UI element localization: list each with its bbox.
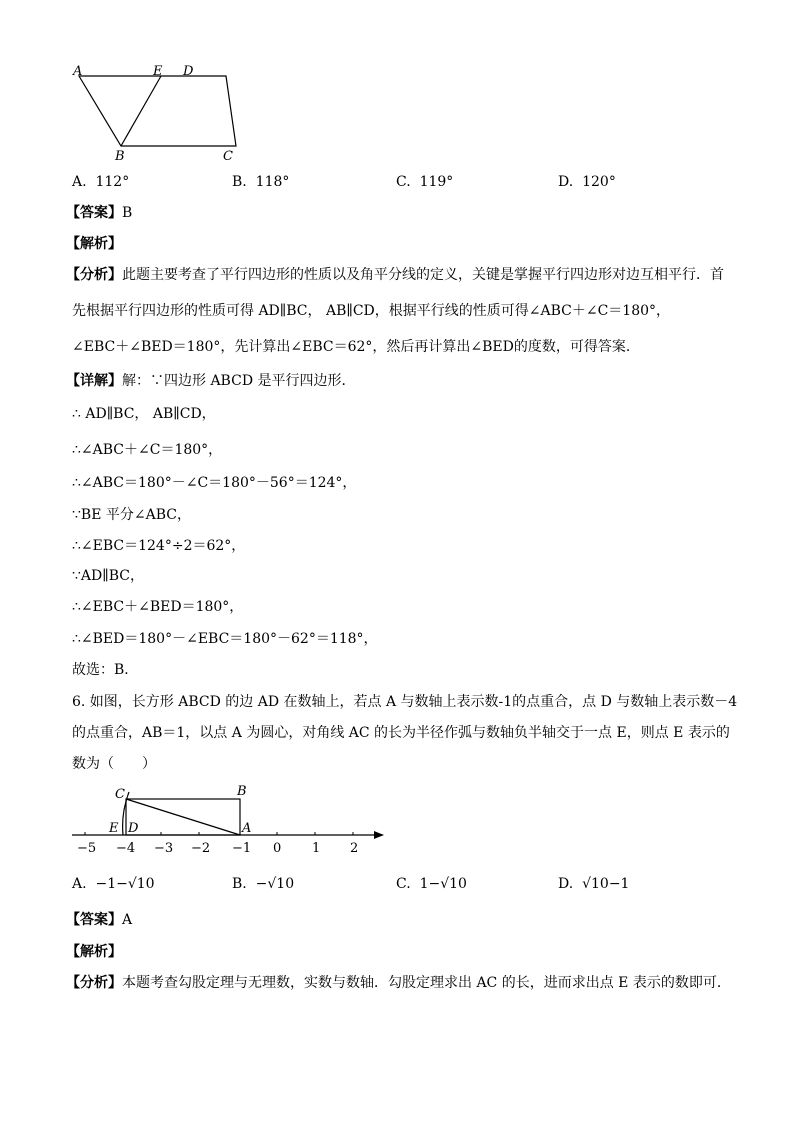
- option-letter: C.: [396, 174, 411, 190]
- point-label-a: A: [73, 64, 83, 79]
- axis-arrow-icon: [374, 831, 384, 839]
- tick-label: 1: [312, 841, 321, 856]
- tick-label: −2: [191, 841, 211, 856]
- q5-option-a[interactable]: [72, 173, 129, 191]
- option-letter: B.: [232, 876, 247, 892]
- q6-option-c[interactable]: [396, 875, 467, 893]
- tick-label: −4: [116, 841, 136, 856]
- segment-be: [121, 76, 161, 146]
- q5-step-9: 故选：B．: [72, 662, 139, 678]
- option-letter: C.: [396, 876, 411, 892]
- q5-fenxi-line-3: ∠EBC＋∠BED＝180°，先计算出∠EBC＝62°，然后再计算出∠BED的度数，可得答案．: [72, 339, 640, 355]
- number-line-figure: [66, 780, 396, 860]
- q5-option-c[interactable]: [396, 173, 453, 191]
- q5-step-3: ∴∠ABC＝180°－∠C＝180°－56°＝124°，: [72, 475, 357, 491]
- tick-label: 0: [273, 841, 282, 856]
- option-value: 119°: [419, 174, 454, 190]
- q6-option-d[interactable]: [558, 875, 629, 893]
- q5-step-2: ∴∠ABC＋∠C＝180°，: [72, 442, 223, 458]
- fenxi-label: 【分析】: [66, 975, 122, 991]
- option-letter: A.: [72, 876, 87, 892]
- option-value: 120°: [582, 174, 616, 190]
- xiangjie-label: 【详解】: [66, 373, 122, 389]
- q5-fenxi-line-1: [66, 266, 724, 284]
- q6-stem-line-1: 6. 如图，长方形 ABCD 的边 AD 在数轴上，若点 A 与数轴上表示数-1的点重合，点 D 与数轴上表示数－4: [72, 694, 738, 710]
- option-value: 118°: [255, 174, 290, 190]
- fenxi-text: 此题主要考查了平行四边形的性质以及角平分线的定义，关键是掌握平行四边形对边互相平行．首: [122, 267, 724, 283]
- q6-option-a[interactable]: [72, 875, 155, 893]
- option-letter: A.: [72, 174, 87, 190]
- q5-option-b[interactable]: [232, 173, 289, 191]
- tick-label: 2: [350, 841, 359, 856]
- q5-jiexi-label: 【解析】: [66, 236, 122, 252]
- fenxi-text: 本题考查勾股定理与无理数，实数与数轴．勾股定理求出 AC 的长，进而求出点 E 表示的数即可．: [122, 975, 731, 991]
- point-label-d: D: [128, 821, 139, 836]
- diagonal-ac: [126, 799, 240, 835]
- q6-stem-line-2: 的点重合，AB＝1，以点 A 为圆心，对角线 AC 的长为半径作弧与数轴负半轴交于一点 E，则点 E 表示的: [72, 725, 730, 741]
- q6-fenxi-line: [66, 974, 731, 992]
- q5-fenxi-line-2: 先根据平行四边形的性质可得 AD∥BC， AB∥CD，根据平行线的性质可得∠ABC＋∠C＝180°，: [72, 303, 671, 319]
- point-label-c: C: [115, 787, 125, 802]
- xiangjie-text: 解：∵四边形 ABCD 是平行四边形．: [122, 373, 356, 389]
- point-label-e: E: [109, 821, 119, 836]
- fenxi-label: 【分析】: [66, 267, 122, 283]
- q6-answer-line: [66, 911, 132, 929]
- tick-label: −3: [154, 841, 174, 856]
- parallelogram-figure: [66, 60, 256, 170]
- q5-step-6: ∵AD∥BC，: [72, 568, 144, 584]
- answer-value: A: [122, 912, 133, 928]
- answer-value: B: [122, 205, 133, 221]
- option-value: √10−1: [582, 876, 630, 892]
- q5-option-d[interactable]: [558, 173, 616, 191]
- q5-answer-line: [66, 204, 132, 222]
- q6-option-b[interactable]: [232, 875, 294, 893]
- q6-stem-line-3: 数为（ ）: [72, 756, 156, 772]
- option-letter: D.: [558, 876, 574, 892]
- point-label-c: C: [223, 149, 233, 164]
- q5-step-4: ∵BE 平分∠ABC，: [72, 507, 191, 523]
- q5-step-5: ∴∠EBC＝124°÷2＝62°，: [72, 538, 246, 554]
- q5-step-1: ∴ AD∥BC， AB∥CD，: [72, 406, 216, 422]
- option-value: −√10: [255, 876, 295, 892]
- q5-step-8: ∴∠BED＝180°－∠EBC＝180°－62°＝118°，: [72, 631, 378, 647]
- parallelogram-outline: [79, 76, 236, 146]
- point-label-b: B: [237, 784, 247, 799]
- option-letter: B.: [232, 174, 247, 190]
- q6-jiexi-label: 【解析】: [66, 944, 122, 960]
- q5-xiangjie-line-1: [66, 372, 356, 390]
- point-label-a: A: [242, 821, 252, 836]
- answer-label: 【答案】: [66, 912, 122, 928]
- option-value: 1−√10: [419, 876, 467, 892]
- option-value: −1−√10: [95, 876, 155, 892]
- answer-label: 【答案】: [66, 205, 122, 221]
- q5-step-7: ∴∠EBC＋∠BED＝180°，: [72, 599, 244, 615]
- option-value: 112°: [95, 174, 130, 190]
- point-label-d: D: [183, 64, 194, 79]
- point-label-b: B: [115, 149, 125, 164]
- tick-label: −1: [232, 841, 252, 856]
- tick-label: −5: [77, 841, 97, 856]
- option-letter: D.: [558, 174, 574, 190]
- point-label-e: E: [153, 64, 163, 79]
